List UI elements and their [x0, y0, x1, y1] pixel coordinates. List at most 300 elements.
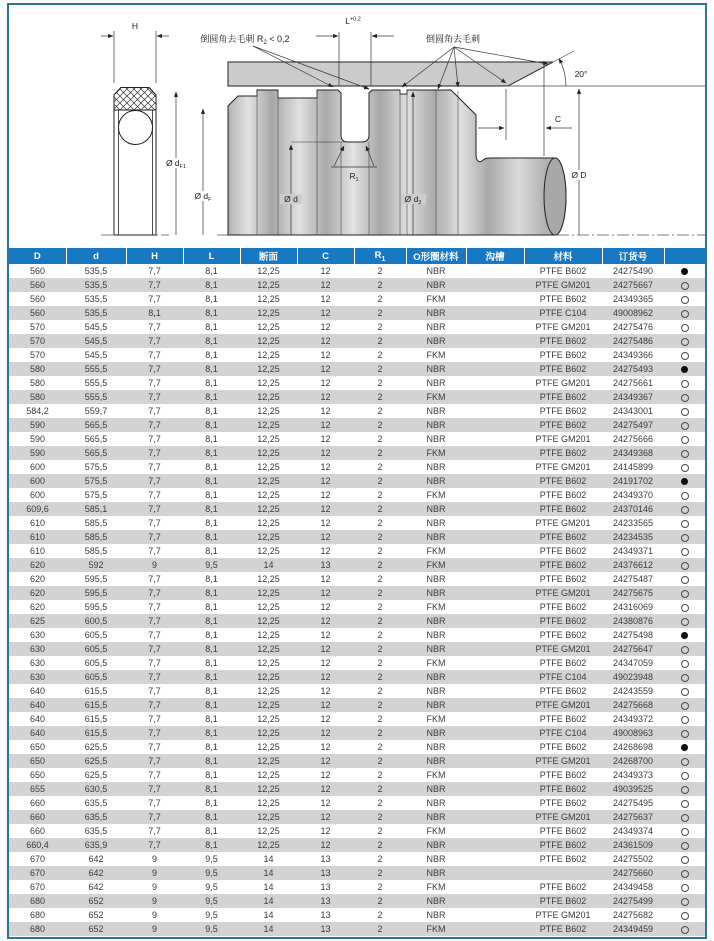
table-cell: PTFE GM201	[535, 756, 591, 766]
table-cell: 8,1	[205, 812, 218, 822]
table-cell: 680	[29, 910, 46, 920]
table-row	[9, 852, 705, 866]
table-cell: 8,1	[205, 770, 218, 780]
table-cell: 12,25	[257, 462, 280, 472]
table-cell: 642	[88, 868, 104, 878]
table-cell: 652	[88, 896, 104, 906]
table-cell: 630	[29, 644, 46, 654]
table-cell: 2	[377, 378, 383, 388]
table-cell: 9,5	[205, 882, 218, 892]
open-dot-icon	[681, 926, 689, 934]
table-cell: 12	[320, 448, 331, 458]
table-cell	[466, 642, 524, 656]
table-cell: 2	[377, 700, 383, 710]
open-dot-icon	[681, 548, 689, 556]
table-row	[9, 866, 705, 880]
table-cell: NBR	[426, 462, 446, 472]
angle-label: 20°	[574, 69, 588, 79]
table-cell: 12	[320, 462, 331, 472]
table-cell: PTFE B602	[539, 448, 587, 458]
table-cell: 7,7	[148, 616, 161, 626]
column-header: D	[9, 248, 66, 264]
table-cell: PTFE B602	[539, 784, 587, 794]
open-dot-icon	[681, 660, 689, 668]
table-cell: PTFE GM201	[535, 644, 591, 654]
table-row	[9, 474, 705, 488]
table-row	[9, 712, 705, 726]
table-cell: 12	[320, 476, 331, 486]
table-cell: 24275493	[612, 364, 654, 374]
table-cell: 652	[88, 924, 104, 934]
table-cell: 7,7	[148, 532, 161, 542]
table-cell: 2	[377, 308, 383, 318]
table-cell: 12,25	[257, 392, 280, 402]
table-cell: 650	[29, 756, 46, 766]
open-dot-icon	[681, 604, 689, 612]
table-cell: 12,25	[257, 378, 280, 388]
table-cell: 12,25	[257, 798, 280, 808]
availability-cell	[664, 908, 705, 922]
table-cell: 24275682	[612, 910, 654, 920]
table-cell: 2	[377, 532, 383, 542]
table-cell: 13	[320, 882, 331, 892]
table-cell: 8,1	[205, 448, 218, 458]
table-cell: 12,25	[257, 532, 280, 542]
table-cell: 12,25	[257, 420, 280, 430]
table-cell: 13	[320, 896, 331, 906]
table-cell: 12	[320, 840, 331, 850]
table-cell: 24275498	[612, 630, 654, 640]
table-cell: 575,5	[84, 476, 108, 486]
table-cell: 12,25	[257, 756, 280, 766]
table-cell	[466, 600, 524, 614]
dim-c-label: C	[554, 114, 562, 124]
dimension-h	[101, 31, 169, 83]
table-row	[9, 838, 705, 852]
table-cell	[466, 866, 524, 880]
open-dot-icon	[681, 436, 689, 444]
column-header: 材料	[524, 248, 602, 264]
table-cell: 24349374	[612, 826, 654, 836]
table-cell: 12	[320, 756, 331, 766]
availability-cell	[664, 824, 705, 838]
availability-cell	[664, 530, 705, 544]
table-cell: FKM	[426, 490, 446, 500]
table-cell: 2	[377, 602, 383, 612]
table-cell: NBR	[426, 728, 446, 738]
table-cell: 7,7	[148, 840, 161, 850]
table-cell: NBR	[426, 756, 446, 766]
table-cell: 12,25	[257, 644, 280, 654]
table-cell: 9	[151, 854, 157, 864]
table-cell: 12	[320, 770, 331, 780]
table-cell: 12	[320, 350, 331, 360]
table-cell: PTFE C104	[539, 728, 587, 738]
table-cell: 7,7	[148, 294, 161, 304]
table-row	[9, 684, 705, 698]
table-cell: 545,5	[84, 336, 108, 346]
table-cell: 12	[320, 686, 331, 696]
table-cell: 12,25	[257, 266, 280, 276]
table-cell: 570	[29, 336, 46, 346]
availability-cell	[664, 488, 705, 502]
table-cell: 12	[320, 616, 331, 626]
table-cell: 12,25	[257, 672, 280, 682]
table-cell: 24349365	[612, 294, 654, 304]
table-row	[9, 908, 705, 922]
column-header: L	[183, 248, 240, 264]
table-cell: 535,5	[84, 266, 108, 276]
table-cell: 24275490	[612, 266, 654, 276]
table-cell: 12,25	[257, 336, 280, 346]
table-cell	[466, 488, 524, 502]
table-cell	[466, 824, 524, 838]
table-cell: 14	[263, 910, 274, 920]
table-cell: 12,25	[257, 770, 280, 780]
table-cell: NBR	[426, 336, 446, 346]
availability-cell	[664, 348, 705, 362]
table-row	[9, 698, 705, 712]
table-cell: 2	[377, 462, 383, 472]
table-cell: 7,7	[148, 784, 161, 794]
table-cell: 24275666	[612, 434, 654, 444]
table-row	[9, 334, 705, 348]
table-cell: 49023948	[612, 672, 654, 682]
table-cell: 7,7	[148, 476, 161, 486]
open-dot-icon	[681, 618, 689, 626]
availability-cell	[664, 544, 705, 558]
table-cell: 24349459	[612, 924, 654, 934]
open-dot-icon	[681, 884, 689, 892]
piston-body	[228, 90, 566, 235]
table-cell: 640	[29, 714, 46, 724]
table-cell: 9,5	[205, 868, 218, 878]
table-cell: 7,7	[148, 392, 161, 402]
table-cell: 7,7	[148, 798, 161, 808]
table-cell	[466, 334, 524, 348]
table-cell: 12	[320, 420, 331, 430]
table-cell: 2	[377, 574, 383, 584]
table-cell: 12	[320, 672, 331, 682]
open-dot-icon	[681, 912, 689, 920]
table-cell: 24349366	[612, 350, 654, 360]
table-cell: PTFE B602	[539, 406, 587, 416]
table-cell: 7,7	[148, 364, 161, 374]
table-cell: 24275486	[612, 336, 654, 346]
open-dot-icon	[681, 380, 689, 388]
table-cell: 2	[377, 434, 383, 444]
table-cell: 7,7	[148, 742, 161, 752]
table-cell: FKM	[426, 350, 446, 360]
table-cell: 535,5	[84, 294, 108, 304]
table-header	[9, 248, 705, 264]
table-cell: 12,25	[257, 784, 280, 794]
availability-cell	[664, 614, 705, 628]
table-cell: 8,1	[205, 434, 218, 444]
availability-cell	[664, 292, 705, 306]
filled-dot-icon	[681, 478, 688, 485]
table-cell: NBR	[426, 518, 446, 528]
table-cell: 7,7	[148, 434, 161, 444]
open-dot-icon	[681, 520, 689, 528]
availability-cell	[664, 782, 705, 796]
table-cell: NBR	[426, 406, 446, 416]
table-cell: 24275647	[612, 644, 654, 654]
table-cell: 2	[377, 280, 383, 290]
table-cell: 585,5	[84, 518, 108, 528]
open-dot-icon	[681, 310, 689, 318]
availability-cell	[664, 376, 705, 390]
table-cell: 12	[320, 812, 331, 822]
table-cell: 680	[29, 924, 46, 934]
table-cell: 8,1	[148, 308, 161, 318]
table-cell: PTFE C104	[539, 672, 587, 682]
dim-r1-label: $R_1$	[349, 171, 359, 183]
table-cell: 2	[377, 924, 383, 934]
table-cell: 12	[320, 826, 331, 836]
availability-cell	[664, 418, 705, 432]
table-cell: PTFE B602	[539, 364, 587, 374]
table-cell: 9,5	[205, 910, 218, 920]
table-cell	[466, 446, 524, 460]
open-dot-icon	[681, 828, 689, 836]
table-cell: 8,1	[205, 350, 218, 360]
availability-cell	[664, 460, 705, 474]
table-cell: 2	[377, 350, 383, 360]
table-cell: 7,7	[148, 826, 161, 836]
availability-cell	[664, 810, 705, 824]
table-cell	[466, 306, 524, 320]
table-cell: 2	[377, 658, 383, 668]
table-cell: 620	[29, 602, 46, 612]
table-row	[9, 642, 705, 656]
table-cell: 615,5	[84, 728, 108, 738]
table-cell: 24349371	[612, 546, 654, 556]
table-cell	[466, 838, 524, 852]
table-cell: 8,1	[205, 294, 218, 304]
table-cell: 14	[263, 882, 274, 892]
table-row	[9, 390, 705, 404]
table-cell: NBR	[426, 322, 446, 332]
table-cell: 7,7	[148, 420, 161, 430]
table-cell	[466, 558, 524, 572]
table-cell: 660	[29, 812, 46, 822]
table-cell: 12,25	[257, 700, 280, 710]
table-cell	[466, 614, 524, 628]
table-cell: 7,7	[148, 406, 161, 416]
table-cell: PTFE B602	[539, 840, 587, 850]
table-cell: 24275667	[612, 280, 654, 290]
table-cell: 24275487	[612, 574, 654, 584]
table-cell: 8,1	[205, 756, 218, 766]
table-cell: 535,5	[84, 280, 108, 290]
filled-dot-icon	[681, 744, 688, 751]
open-dot-icon	[681, 772, 689, 780]
table-cell	[466, 894, 524, 908]
availability-cell	[664, 474, 705, 488]
table-cell: 12,25	[257, 322, 280, 332]
table-row	[9, 348, 705, 362]
availability-cell	[664, 432, 705, 446]
table-cell: 670	[29, 868, 46, 878]
table-cell: 24275497	[612, 420, 654, 430]
open-dot-icon	[681, 758, 689, 766]
table-cell: 24349367	[612, 392, 654, 402]
table-cell: 12	[320, 602, 331, 612]
table-cell	[466, 656, 524, 670]
table-cell: 580	[29, 378, 46, 388]
table-cell: 600,5	[84, 616, 108, 626]
table-cell: 12,25	[257, 826, 280, 836]
table-cell: 8,1	[205, 462, 218, 472]
table-cell: 2	[377, 392, 383, 402]
table-cell: 8,1	[205, 518, 218, 528]
table-cell: 12	[320, 630, 331, 640]
table-cell: 14	[263, 896, 274, 906]
table-cell: 24343001	[612, 406, 654, 416]
table-cell: 8,1	[205, 616, 218, 626]
table-cell: 8,1	[205, 630, 218, 640]
table-cell: FKM	[426, 392, 446, 402]
table-cell: 585,1	[84, 504, 108, 514]
column-header: d	[66, 248, 126, 264]
table-cell: PTFE B602	[539, 266, 587, 276]
table-cell: 7,7	[148, 644, 161, 654]
table-cell: 8,1	[205, 658, 218, 668]
table-cell	[466, 922, 524, 936]
table-cell	[466, 628, 524, 642]
availability-cell	[664, 852, 705, 866]
filled-dot-icon	[681, 268, 688, 275]
table-cell	[466, 796, 524, 810]
table-cell: 7,7	[148, 630, 161, 640]
table-cell	[466, 768, 524, 782]
column-header: C	[297, 248, 354, 264]
dim-h-label: H	[131, 21, 139, 31]
filled-dot-icon	[681, 366, 688, 373]
table-cell: 24347059	[612, 658, 654, 668]
table-cell: PTFE B602	[539, 574, 587, 584]
availability-cell	[664, 656, 705, 670]
column-header	[664, 248, 705, 264]
table-cell	[466, 530, 524, 544]
table-cell: 13	[320, 868, 331, 878]
table-cell: NBR	[426, 742, 446, 752]
availability-cell	[664, 642, 705, 656]
table-cell: 8,1	[205, 476, 218, 486]
table-cell: 9,5	[205, 560, 218, 570]
table-cell: PTFE B602	[539, 798, 587, 808]
table-cell: 635,5	[84, 812, 108, 822]
table-cell: 12,25	[257, 294, 280, 304]
table-cell: PTFE B602	[539, 504, 587, 514]
table-cell	[524, 866, 602, 880]
table-cell: NBR	[426, 700, 446, 710]
table-cell	[466, 586, 524, 600]
availability-cell	[664, 796, 705, 810]
availability-cell	[664, 698, 705, 712]
table-cell: PTFE B602	[539, 476, 587, 486]
table-cell: 24349370	[612, 490, 654, 500]
table-cell: 8,1	[205, 406, 218, 416]
table-cell: 650	[29, 742, 46, 752]
table-cell: 2	[377, 294, 383, 304]
table-cell: 630,5	[84, 784, 108, 794]
table-cell: 12,25	[257, 714, 280, 724]
table-cell: PTFE B602	[539, 532, 587, 542]
table-row	[9, 572, 705, 586]
table-cell: 12	[320, 742, 331, 752]
table-cell: 24275661	[612, 378, 654, 388]
table-cell: 14	[263, 854, 274, 864]
table-cell: NBR	[426, 896, 446, 906]
table-cell: NBR	[426, 812, 446, 822]
table-cell: PTFE B602	[539, 826, 587, 836]
table-cell: 24191702	[612, 476, 654, 486]
table-cell: 12,25	[257, 686, 280, 696]
availability-cell	[664, 362, 705, 376]
table-cell: NBR	[426, 686, 446, 696]
table-cell	[466, 502, 524, 516]
table-cell: FKM	[426, 294, 446, 304]
table-row	[9, 740, 705, 754]
table-cell: 2	[377, 728, 383, 738]
table-cell: 2	[377, 770, 383, 780]
table-cell: 12	[320, 784, 331, 794]
table-cell	[466, 544, 524, 558]
table-cell: 7,7	[148, 504, 161, 514]
angle-arc	[559, 59, 566, 87]
table-cell	[466, 362, 524, 376]
table-cell: 660,4	[26, 840, 49, 850]
column-header: O形圈材料	[406, 248, 466, 264]
table-row	[9, 754, 705, 768]
table-cell: 8,1	[205, 280, 218, 290]
table-cell: 12	[320, 294, 331, 304]
table-cell: 630	[29, 672, 46, 682]
table-cell: 8,1	[205, 420, 218, 430]
table-cell: 12	[320, 406, 331, 416]
open-dot-icon	[681, 590, 689, 598]
table-cell: 7,7	[148, 350, 161, 360]
table-cell: 7,7	[148, 756, 161, 766]
table-cell: 590	[29, 434, 46, 444]
table-cell: 12,25	[257, 490, 280, 500]
table-cell: 555,5	[84, 364, 108, 374]
table-cell: 12	[320, 364, 331, 374]
table-cell: 12	[320, 322, 331, 332]
table-cell: 12,25	[257, 350, 280, 360]
table-cell: 625,5	[84, 770, 108, 780]
table-cell: PTFE B602	[539, 420, 587, 430]
table-cell: 580	[29, 392, 46, 402]
availability-cell	[664, 768, 705, 782]
catalog-page	[7, 3, 707, 939]
table-cell: 630	[29, 658, 46, 668]
table-row	[9, 516, 705, 530]
table-row	[9, 782, 705, 796]
table-cell: 7,7	[148, 812, 161, 822]
o-ring	[119, 111, 153, 145]
table-row	[9, 446, 705, 460]
table-cell: 12,25	[257, 406, 280, 416]
table-cell: 8,1	[205, 532, 218, 542]
table-cell: 8,1	[205, 378, 218, 388]
chamfer-note-left: 倒圆角去毛刺 $R_2 < 0,2$	[200, 34, 290, 46]
table-cell: 640	[29, 728, 46, 738]
availability-cell	[664, 278, 705, 292]
table-cell: 12	[320, 266, 331, 276]
